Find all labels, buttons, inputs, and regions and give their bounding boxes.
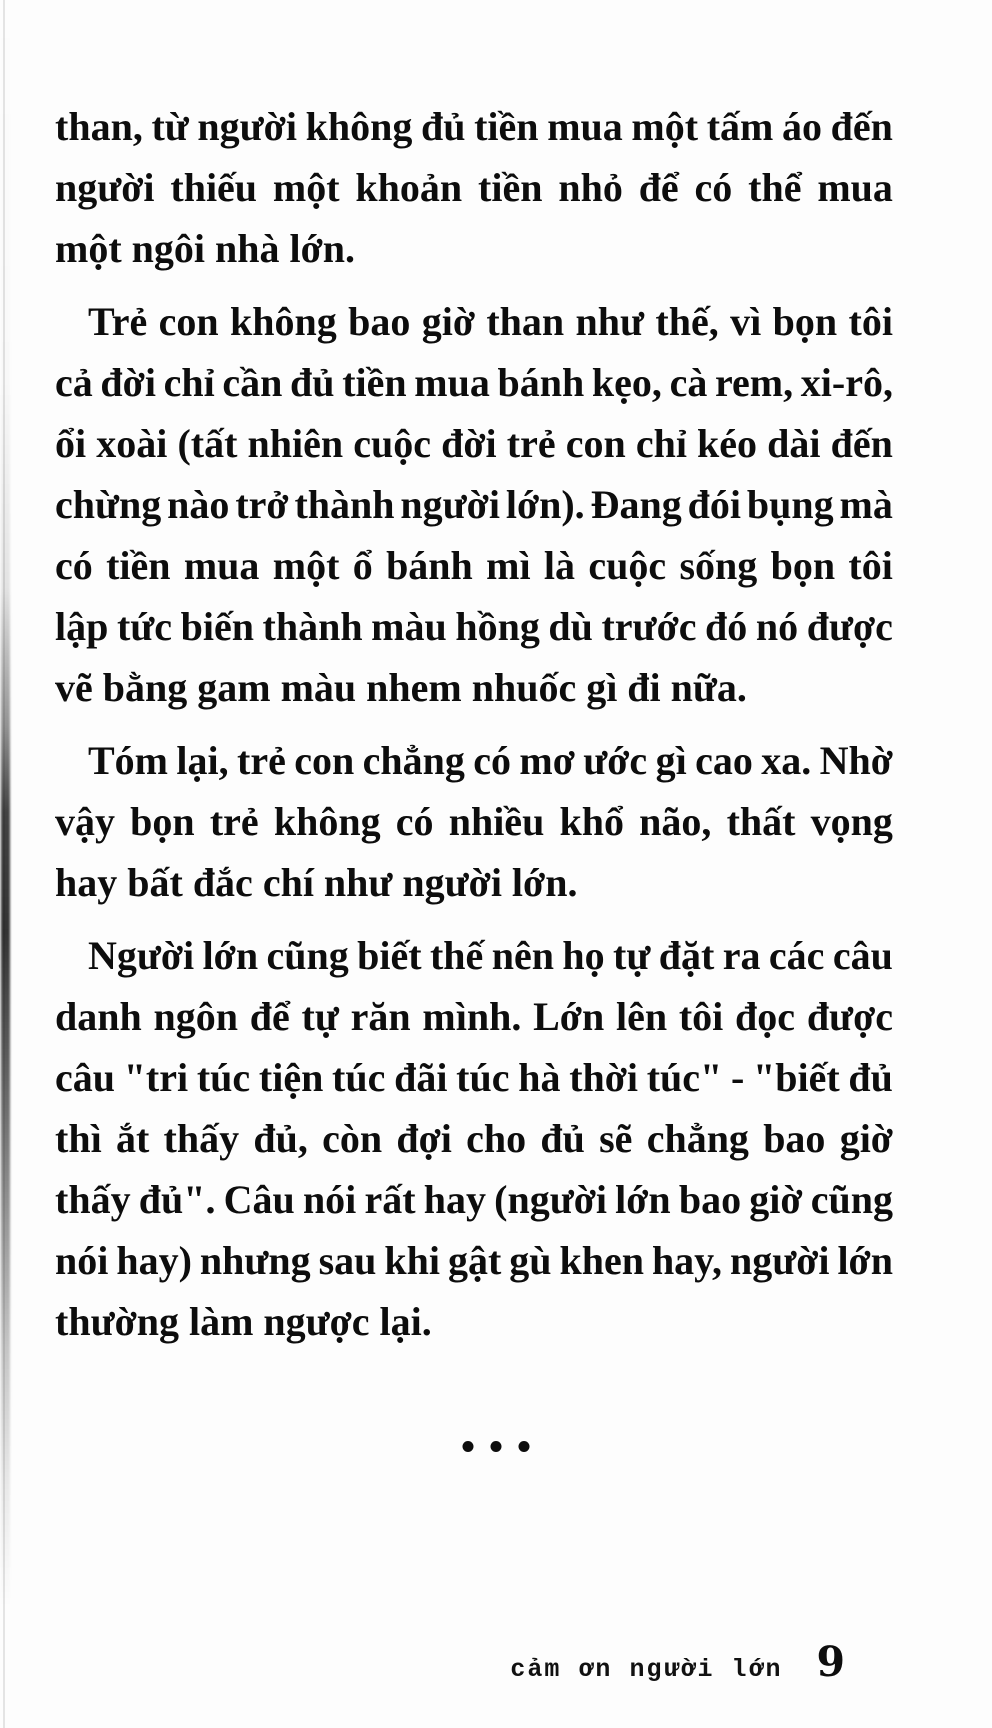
word: đến [830, 104, 893, 149]
word: tiền [478, 165, 543, 210]
word: tiện [258, 1055, 324, 1100]
word: thành [262, 604, 363, 649]
word: bụng [746, 482, 834, 527]
word: không [229, 299, 337, 344]
dot [519, 1441, 530, 1452]
word: là [543, 543, 576, 588]
word: chừng [55, 482, 162, 527]
text-line [55, 1230, 893, 1291]
word: thế [429, 933, 484, 978]
word: một [272, 165, 340, 210]
word: thể [748, 165, 802, 210]
word: gì [655, 738, 687, 783]
word: đủ [290, 360, 335, 405]
word: họ [562, 933, 605, 978]
page-footer [510, 1638, 845, 1686]
word: hay) [116, 1238, 192, 1283]
word: sẽ [599, 1116, 633, 1161]
word: ổi [55, 421, 87, 466]
word: để [638, 165, 679, 210]
word: chẳng [646, 1116, 749, 1161]
word: thời [569, 1055, 639, 1100]
word: lớn [202, 933, 259, 978]
word: đủ, [253, 1116, 308, 1161]
word: thấy [163, 1116, 240, 1161]
text-line [55, 96, 893, 157]
word: tấm [706, 104, 774, 149]
word: để [249, 994, 290, 1039]
word: giờ [839, 1116, 893, 1161]
text-line [55, 1169, 893, 1230]
word: bao [678, 1177, 742, 1222]
word: tức [116, 604, 173, 649]
word: gật [447, 1238, 502, 1283]
dot [491, 1441, 502, 1452]
word: nhiều [448, 799, 545, 844]
word: dù [548, 604, 593, 649]
word: "biết [753, 1055, 840, 1100]
word: áo [781, 104, 822, 149]
word: ắt [115, 1116, 150, 1161]
text-line: một ngôi nhà lớn. [55, 226, 355, 271]
word: rem, [715, 360, 794, 405]
text-line [55, 791, 893, 852]
word: mà [839, 482, 893, 527]
word: đủ [848, 1055, 893, 1100]
text-block [55, 96, 893, 1352]
word: ước [583, 738, 648, 783]
word: xi-rô, [800, 360, 893, 405]
word: sau [318, 1238, 377, 1283]
word: thấy [55, 1177, 131, 1222]
word: răn [350, 994, 411, 1039]
paragraph [55, 291, 893, 718]
word: câu [55, 1055, 115, 1100]
word: tiền [474, 104, 539, 149]
word: mơ [519, 738, 575, 783]
word: xoài [96, 421, 168, 466]
word: tự [301, 994, 339, 1039]
word: có [395, 799, 434, 844]
word: than [486, 299, 565, 344]
word: lớn). [505, 482, 585, 527]
running-title: cảm ơn người lớn [510, 1655, 783, 1684]
word: không [273, 799, 381, 844]
word: thiếu [170, 165, 258, 210]
word: tôi [848, 299, 893, 344]
word: cho [466, 1116, 527, 1161]
word: chỉ [635, 421, 687, 466]
word: nào [167, 482, 230, 527]
word: một [631, 104, 699, 149]
paragraph [55, 925, 893, 1352]
word: Người [88, 933, 195, 978]
word: Đang [590, 482, 682, 527]
word: đói [687, 482, 741, 527]
word: ổ [352, 543, 373, 588]
word: kéo [697, 421, 758, 466]
text-line: hay bất đắc chí như người lớn. [55, 860, 578, 905]
word: dài [767, 421, 821, 466]
word: lên [615, 994, 668, 1039]
word: sống [679, 543, 758, 588]
word: khi [384, 1238, 440, 1283]
word: khoản [355, 165, 463, 210]
word: chỉ [163, 360, 215, 405]
word: cuộc [588, 543, 667, 588]
word: kẹo, [591, 360, 662, 405]
word: - [730, 1055, 745, 1100]
word: Nhờ [819, 738, 893, 783]
word: đọc [735, 994, 796, 1039]
word: lại, [176, 738, 229, 783]
word: cà [669, 360, 708, 405]
word: đãi [394, 1055, 448, 1100]
word: túc [196, 1055, 251, 1100]
word: than, [55, 104, 143, 149]
text-line [55, 1108, 893, 1169]
page-number: 9 [816, 1638, 845, 1686]
word: nó [755, 604, 799, 649]
word: cuộc [353, 421, 432, 466]
word: giờ [749, 1177, 803, 1222]
text-line [55, 157, 893, 218]
word: đời [441, 421, 497, 466]
word: từ [151, 104, 189, 149]
word: túc [456, 1055, 510, 1100]
word: Tóm [88, 738, 168, 783]
word: Lớn [533, 994, 605, 1039]
text-line [55, 1047, 893, 1108]
scan-gutter-shadow [1, 0, 10, 1728]
word: nhiên [247, 421, 344, 466]
paragraph [55, 730, 893, 913]
word: xa. [761, 738, 812, 783]
word: bao [763, 1116, 826, 1161]
word: (người [494, 1177, 607, 1222]
word: lớn [615, 1177, 671, 1222]
word: câu [832, 933, 893, 978]
word: cần [222, 360, 283, 405]
word: rất [364, 1177, 416, 1222]
text-line [55, 925, 893, 986]
word: tiền [106, 543, 171, 588]
text-line [55, 596, 893, 657]
text-line [55, 535, 893, 596]
word: bọn [770, 543, 836, 588]
word: người [400, 482, 500, 527]
word: thế, [655, 299, 719, 344]
word: mình. [422, 994, 522, 1039]
word: biết [357, 933, 422, 978]
word: đặt [658, 933, 715, 978]
word: "tri [123, 1055, 189, 1100]
text-line: vẽ bằng gam màu nhem nhuốc gì đi nữa. [55, 665, 747, 710]
word: mì [486, 543, 531, 588]
word: con [294, 738, 355, 783]
word: trẻ [506, 421, 556, 466]
word: đến [830, 421, 893, 466]
word: tự [613, 933, 651, 978]
word: trở [235, 482, 289, 527]
word: bọn [772, 299, 838, 344]
dot [463, 1441, 474, 1452]
three-dots-divider-icon [463, 1441, 530, 1452]
word: Trẻ [88, 299, 148, 344]
word: như [575, 299, 645, 344]
word: túc" [646, 1055, 723, 1100]
word: lớn [837, 1238, 893, 1283]
word: hay, [651, 1238, 722, 1283]
word: khen [559, 1238, 644, 1283]
word: có [473, 738, 512, 783]
word: đời [100, 360, 156, 405]
word: nhỏ [558, 165, 623, 210]
word: gù [509, 1238, 552, 1283]
word: con [565, 421, 626, 466]
word: vì [730, 299, 762, 344]
word: người [55, 165, 155, 210]
word: các [768, 933, 825, 978]
text-line [55, 474, 893, 535]
word: có [55, 543, 93, 588]
word: Câu [223, 1177, 295, 1222]
word: mua [414, 360, 490, 405]
word: có [694, 165, 733, 210]
word: não, [639, 799, 712, 844]
word: bánh [497, 360, 585, 405]
word: thất [726, 799, 796, 844]
word: vậy [55, 799, 115, 844]
text-line [55, 730, 893, 791]
word: cao [695, 738, 753, 783]
word: vọng [810, 799, 893, 844]
word: tôi [678, 994, 724, 1039]
word: được [806, 994, 893, 1039]
word: thành [294, 482, 395, 527]
word: còn [322, 1116, 383, 1161]
word: (tất [177, 421, 238, 466]
text-line: thường làm ngược lại. [55, 1299, 432, 1344]
word: giờ [421, 299, 475, 344]
word: màu [371, 604, 447, 649]
paragraph [55, 96, 893, 279]
word: tôi [848, 543, 893, 588]
word: cũng [810, 1177, 893, 1222]
word: người [729, 1238, 830, 1283]
word: không [305, 104, 413, 149]
word: đợi [396, 1116, 452, 1161]
word: thì [55, 1116, 102, 1161]
word: hay [423, 1177, 486, 1222]
word: người [197, 104, 297, 149]
word: cả [55, 360, 93, 405]
word: túc [332, 1055, 386, 1100]
word: danh [55, 994, 142, 1039]
text-line [55, 291, 893, 352]
word: cũng [266, 933, 349, 978]
word: nói [302, 1177, 357, 1222]
text-line [55, 986, 893, 1047]
word: đó [705, 604, 748, 649]
word: nói [55, 1238, 109, 1283]
word: mua [817, 165, 893, 210]
word: một [272, 543, 340, 588]
word: tiền [342, 360, 407, 405]
word: nhưng [199, 1238, 311, 1283]
word: trẻ [209, 799, 259, 844]
word: ra [722, 933, 761, 978]
word: mua [183, 543, 260, 588]
word: nên [491, 933, 554, 978]
word: bánh [386, 543, 473, 588]
word: được [806, 604, 893, 649]
word: đủ". [138, 1177, 216, 1222]
text-line [55, 413, 893, 474]
word: chẳng [362, 738, 465, 783]
word: trước [601, 604, 697, 649]
word: ngôn [153, 994, 239, 1039]
word: biến [180, 604, 254, 649]
word: mua [547, 104, 623, 149]
word: con [158, 299, 219, 344]
word: trẻ [237, 738, 286, 783]
word: bọn [130, 799, 195, 844]
word: bao [348, 299, 411, 344]
text-line [55, 352, 893, 413]
word: đủ [540, 1116, 585, 1161]
word: khổ [559, 799, 624, 844]
word: lập [55, 604, 109, 649]
word: hà [518, 1055, 561, 1100]
word: hồng [455, 604, 540, 649]
word: đủ [420, 104, 466, 149]
